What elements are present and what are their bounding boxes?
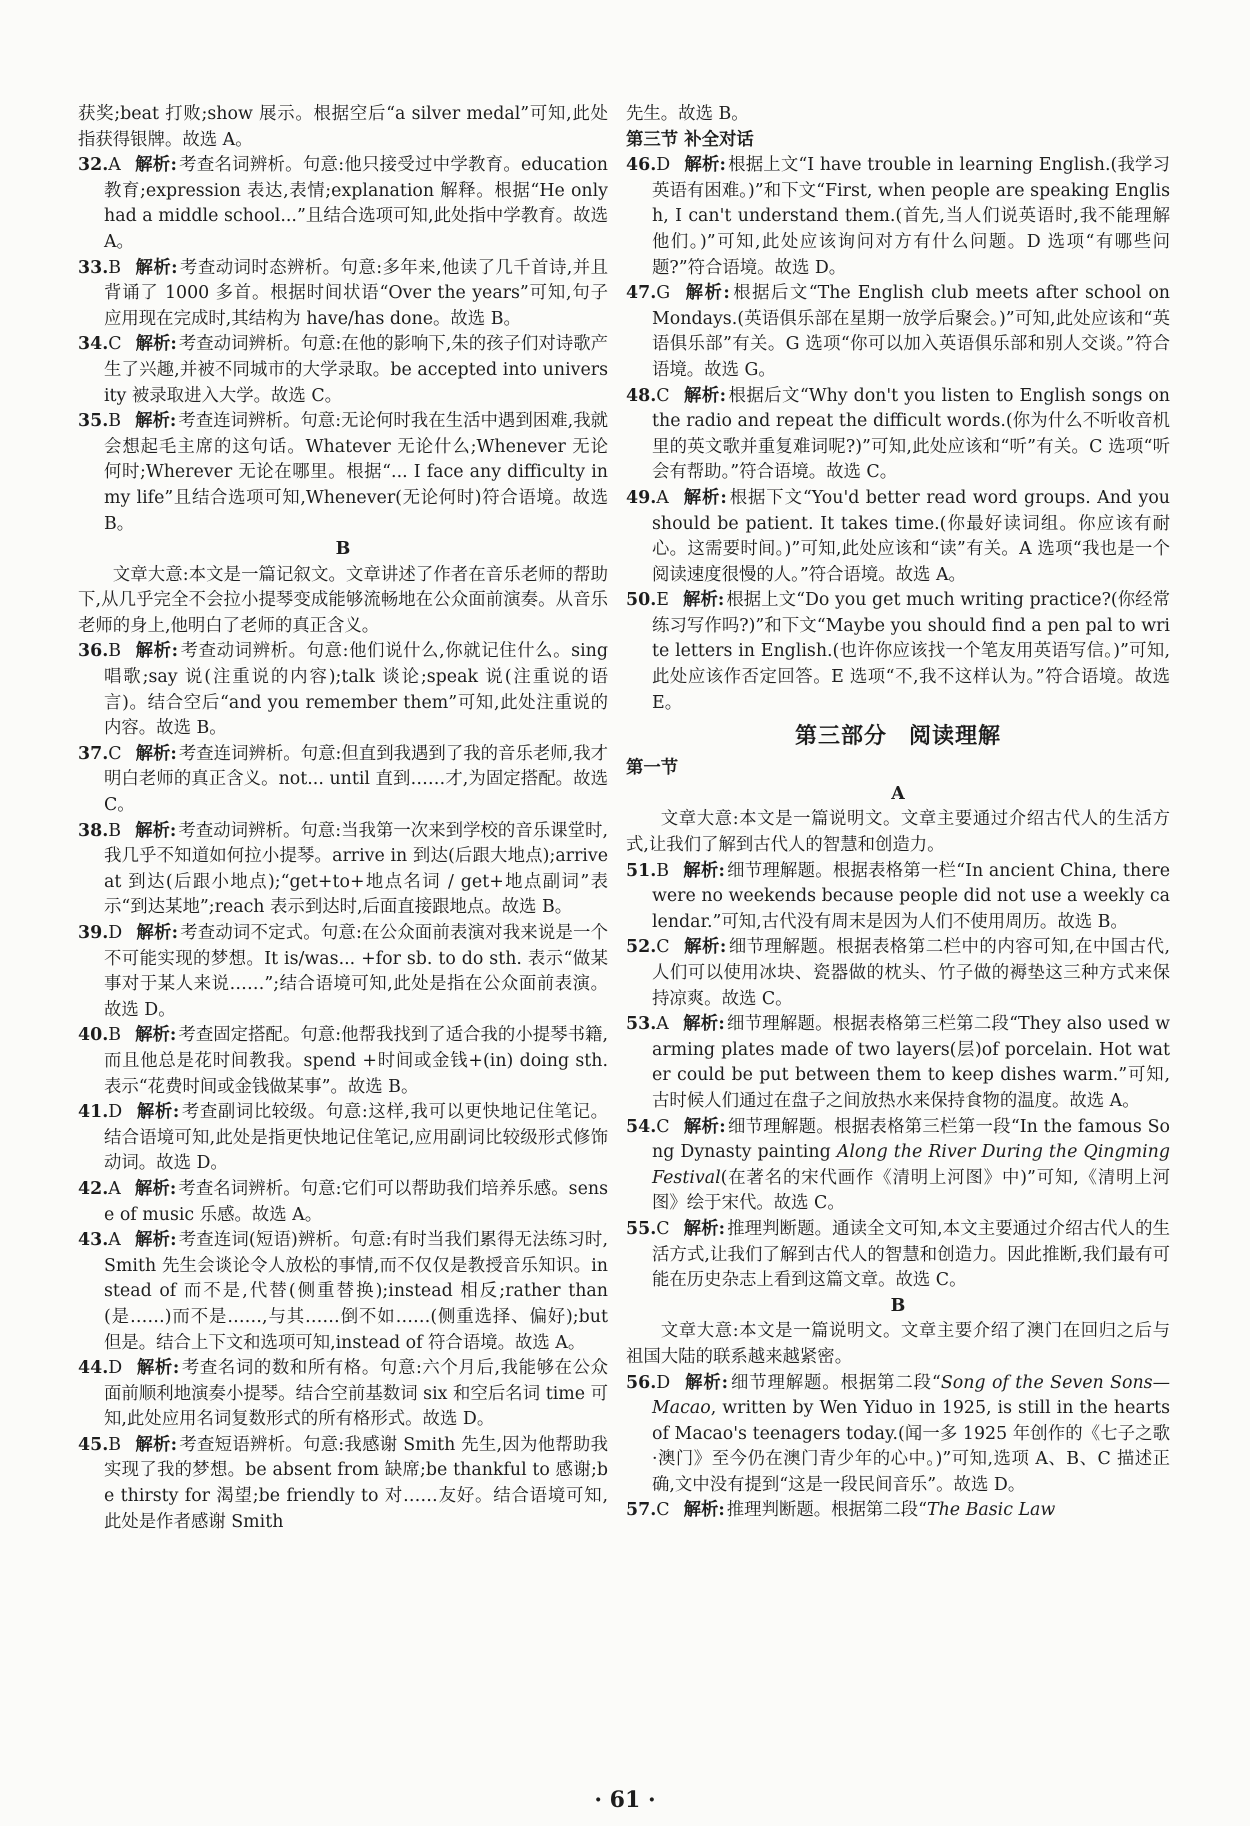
explanation-text: 考查短语辨析。句意:我感谢 Smith 先生,因为他帮助我实现了我的梦想。be absent from 缺席;be thankful to 感谢;be thirsty for 渴望;be friendly to 对……友好。结合语境可知,此处是作者感谢 Smith	[104, 1434, 608, 1532]
answer-letter: A	[656, 1014, 669, 1035]
answer-item	[626, 281, 1170, 383]
question-number: 44.	[78, 1358, 109, 1379]
analysis-label: 解析:	[682, 487, 727, 508]
explanation-text: 考查动词辨析。句意:他们说什么,你就记住什么。sing 唱歌;say 说(注重说的内容);talk 谈论;speak 说(注重说的语言)。结合空后“and you remember them”可知,此处注重说的内容。故选 B。	[104, 641, 608, 739]
analysis-label: 解析:	[135, 743, 177, 764]
answer-item	[626, 384, 1170, 486]
explanation-text: 考查名词辨析。句意:它们可以帮助我们培养乐感。sense of music 乐感。故选 A。	[104, 1178, 609, 1225]
analysis-label: 解析:	[682, 1014, 725, 1035]
section-heading: 第一节	[626, 758, 679, 779]
analysis-label: 解析:	[135, 1434, 178, 1455]
explanation-text: 考查动词不定式。句意:在公众面前表演对我来说是一个不可能实现的梦想。It is/was... +for sb. to do sth. 表示“做某事对于某人来说……”;结合语境可知,此处是指在公众面前表演。故选 D。	[104, 923, 608, 1020]
answer-item	[78, 1228, 608, 1356]
answer-item	[626, 1217, 1170, 1294]
analysis-label: 解析:	[683, 1218, 726, 1239]
question-number: 39.	[78, 923, 109, 943]
answer-letter: C	[656, 1218, 670, 1239]
analysis-label: 解析:	[682, 590, 725, 611]
explanation-text: 根据后文“The English club meets after school on Mondays.(英语俱乐部在星期一放学后聚会。)”可知,此处应该和“英语俱乐部”有关。G 选项“你可以加入英语俱乐部和别人交谈。”符合语境。故选 G。	[652, 283, 1171, 380]
explanation-text: 考查固定搭配。句意:他帮我找到了适合我的小提琴书籍,而且他总是花时间教我。spend +时间或金钱+(in) doing sth. 表示“花费时间或金钱做某事”。故选 B。	[104, 1025, 609, 1097]
answer-item	[626, 153, 1170, 281]
answer-letter: C	[656, 1500, 670, 1521]
analysis-label: 解析:	[134, 1230, 177, 1251]
answer-item	[78, 1177, 608, 1228]
analysis-label: 解析:	[135, 334, 177, 355]
answer-item	[626, 935, 1170, 1012]
question-number: 48.	[626, 385, 657, 406]
answer-item	[78, 639, 608, 741]
answer-letter: D	[656, 155, 671, 176]
explanation-text: 推理判断题。根据第二段“	[726, 1500, 927, 1521]
answer-letter: G	[656, 283, 671, 304]
explanation-text: 细节理解题。根据表格第二栏中的内容可知,在中国古代,人们可以使用冰块、瓷器做的枕头、竹子做的褥垫这三种方式来保持凉爽。故选 C。	[652, 937, 1170, 1009]
explanation-text: 根据下文“You'd better read word groups. And you should be patient. It takes time.(你最好读词组。你应该有耐心。这需要时间。)”可知,此处应该和“读”有关。A 选项“我也是一个阅读速度很慢的人。”符合语境。故选 A。	[652, 487, 1170, 585]
question-number: 43.	[78, 1230, 109, 1251]
question-number: 33.	[78, 257, 109, 278]
question-number: 38.	[78, 820, 109, 841]
answer-letter: B	[108, 820, 122, 841]
explanation-text: 根据上文“I have trouble in learning English.(我学习英语有困难。)”和下文“First, when people are speaking English, I can't understand them.(首先,当人们说英语时,我不能理解他们。)”可知,此处应该询问对方有什么问题。D 选项“有哪些问题?”符合语境。故选 D。	[652, 155, 1170, 278]
italic-title: Song of the Seven Sons—Macao	[652, 1372, 1170, 1419]
explanation-text: 考查连词辨析。句意:但直到我遇到了我的音乐老师,我才明白老师的真正含义。not... until 直到……才,为固定搭配。故选 C。	[104, 743, 608, 816]
italic-title: The Basic Law	[926, 1500, 1056, 1521]
answer-item	[78, 1100, 608, 1177]
page-number: · 61 ·	[594, 1787, 656, 1813]
analysis-label: 解析:	[136, 923, 178, 943]
explanation-text: 考查连词(短语)辨析。句意:有时当我们累得无法练习时,Smith 先生会谈论令人放松的事情,而不仅仅是教授音乐知识。instead of 而不是,代替(侧重替换);instead 相反;rather than(是……)而不是……,与其……倒不如……(侧重选择、偏好);but 但是。结合上下文和选项可知,instead of 符合语境。故选 A。	[104, 1230, 608, 1353]
explanation-text: 考查动词时态辨析。句意:多年来,他读了几千首诗,并且背诵了 1000 多首。根据时间状语“Over the years”可知,句子应用现在完成时,其结构为 have/has done。故选 B。	[104, 257, 608, 329]
analysis-label: 解析:	[683, 385, 727, 406]
answer-item	[78, 1433, 608, 1535]
question-number: 32.	[78, 155, 109, 176]
analysis-label: 解析:	[135, 257, 178, 278]
answer-item	[626, 588, 1170, 716]
answer-item	[626, 1115, 1170, 1217]
answer-item	[626, 1371, 1170, 1499]
answer-letter: C	[656, 937, 670, 958]
question-number: 50.	[626, 590, 657, 611]
question-number: 45.	[78, 1434, 109, 1455]
right-column	[626, 102, 1170, 1524]
question-number: 37.	[78, 743, 109, 764]
passage-summary: 文章大意:本文是一篇记叙文。文章讲述了作者在音乐老师的帮助下,从几乎完全不会拉小提琴变成能够流畅地在公众面前演奏。从音乐老师的身上,他明白了老师的真正含义。	[78, 564, 608, 636]
answer-item	[78, 921, 608, 1023]
question-number: 34.	[78, 334, 109, 355]
question-number: 53.	[626, 1014, 657, 1035]
part-heading	[626, 720, 1170, 752]
analysis-label: 解析:	[684, 1372, 729, 1393]
question-number: 47.	[626, 283, 657, 304]
analysis-label: 解析:	[135, 820, 177, 841]
left-column	[78, 102, 608, 1535]
part-number: 第三部分	[794, 723, 887, 750]
answer-letter: E	[656, 590, 669, 611]
answer-letter: C	[656, 385, 670, 406]
answer-letter: C	[108, 743, 122, 764]
answer-letter: D	[108, 1102, 123, 1123]
answer-letter: B	[108, 257, 122, 278]
passage-letter-heading: B	[890, 1295, 906, 1316]
answer-letter: A	[108, 1178, 121, 1199]
passage-letter-heading: B	[335, 539, 351, 560]
analysis-label: 解析:	[135, 411, 177, 432]
question-number: 51.	[626, 860, 657, 881]
answer-letter: D	[108, 923, 123, 943]
answer-letter: B	[656, 860, 670, 881]
passage-summary: 文章大意:本文是一篇说明文。文章主要介绍了澳门在回归之后与祖国大陆的联系越来越紧密。	[626, 1321, 1170, 1367]
answer-letter: D	[656, 1372, 671, 1393]
answer-item	[78, 819, 608, 921]
analysis-label: 解析:	[683, 1116, 726, 1137]
explanation-text: 细节理解题。根据表格第三栏第二段“They also used warming plates made of two layers(层)of porcelain. Hot water could be put between them to keep dishes warm.”可知,古时候人们通过在盘子之间放热水来保持食物的温度。故选 A。	[652, 1014, 1171, 1111]
explanation-text: 考查动词辨析。句意:在他的影响下,朱的孩子们对诗歌产生了兴趣,并被不同城市的大学录取。be accepted into university 被录取进入大学。故选 C。	[104, 334, 608, 406]
explanation-text: 考查名词的数和所有格。句意:六个月后,我能够在公众面前顺利地演奏小提琴。结合空前基数词 six 和空后名词 time 可知,此处应用名词复数形式的所有格形式。故选 D。	[104, 1358, 608, 1430]
explanation-text: 细节理解题。根据表格第一栏“In ancient China, there were no weekends because people did not use a weekly calendar.”可知,古代没有周末是因为人们不使用周历。故选 B。	[652, 860, 1171, 932]
analysis-label: 解析:	[683, 937, 727, 958]
explanation-text: 推理判断题。通读全文可知,本文主要通过介绍古代人的生活方式,让我们了解到古代人的智慧和创造力。因此推断,我们最有可能在历史杂志上看到这篇文章。故选 C。	[652, 1218, 1171, 1291]
part-title: 阅读理解	[909, 723, 1002, 750]
analysis-label: 解析:	[136, 1358, 180, 1379]
analysis-label: 解析:	[684, 155, 726, 176]
answer-item	[78, 1023, 608, 1100]
question-number: 52.	[626, 937, 657, 958]
question-number: 54.	[626, 1116, 657, 1137]
question-number: 55.	[626, 1218, 657, 1239]
analysis-label: 解析:	[683, 1500, 725, 1521]
explanation-text: 考查副词比较级。句意:这样,我可以更快地记住笔记。结合语境可知,此处是指更快地记住笔记,应用副词比较级形式修饰动词。故选 D。	[104, 1102, 608, 1174]
answer-item	[626, 1498, 1170, 1524]
explanation-text: 根据后文“Why don't you listen to English songs on the radio and repeat the difficult words.(你为什么不听收音机里的英文歌并重复难词呢?)”可知,此处应该和“听”有关。C 选项“听会有帮助。”符合语境。故选 C。	[652, 385, 1171, 483]
explanation-text: 根据上文“Do you get much writing practice?(你经常练习写作吗?)”和下文“Maybe you should find a pen pal to write letters in English.(也许你应该找一个笔友用英语写信。)”可知,此处应该作否定回答。E 选项“不,我不这样认为。”符合语境。故选 E。	[652, 590, 1171, 713]
explanation-text: 考查连词辨析。句意:无论何时我在生活中遇到困难,我就会想起毛主席的这句话。Whatever 无论什么;Whenever 无论何时;Wherever 无论在哪里。根据“... I face any difficulty in my life”且结合选项可知,Whenever(无论何时)符合语境。故选 B。	[104, 411, 609, 534]
explanation-text: 细节理解题。根据表格第三栏第一段“In the famous Song Dynasty painting	[652, 1116, 1170, 1163]
answer-item	[78, 409, 608, 537]
answer-item	[626, 859, 1170, 936]
answer-letter: C	[656, 1116, 670, 1137]
continued-text: 获奖;beat 打败;show 展示。根据空后“a silver medal”可知,此处指获得银牌。故选 A。	[78, 104, 608, 150]
question-number: 57.	[626, 1500, 657, 1521]
analysis-label: 解析:	[134, 1178, 177, 1199]
answer-item	[78, 742, 608, 819]
analysis-label: 解析:	[136, 1102, 180, 1123]
explanation-text: 考查名词辨析。句意:他只接受过中学教育。education 教育;expression 表达,表情;explanation 解释。根据“He only had a middle school...”且结合选项可知,此处指中学教育。故选 A。	[104, 155, 608, 252]
answer-letter: C	[108, 334, 122, 355]
section-heading: 第三节 补全对话	[626, 129, 754, 150]
passage-summary: 文章大意:本文是一篇说明文。文章主要通过介绍古代人的生活方式,让我们了解到古代人的智慧和创造力。	[626, 809, 1170, 856]
explanation-text-cont: (在著名的宋代画作《清明上河图》中)”可知,《清明上河图》绘于宋代。故选 C。	[652, 1167, 1170, 1214]
answer-letter: B	[108, 1434, 122, 1455]
answer-item	[78, 153, 608, 255]
answer-item	[626, 486, 1170, 588]
answer-letter: B	[108, 411, 122, 432]
explanation-text: 考查动词辨析。句意:当我第一次来到学校的音乐课堂时,我几乎不知道如何拉小提琴。arrive in 到达(后跟大地点);arrive at 到达(后跟小地点);“get+to+地点名词 / get+地点副词”表示“到达某地”;reach 表示到达时,后面直接跟地点。故选 B。	[104, 820, 609, 918]
answer-letter: A	[656, 487, 669, 508]
analysis-label: 解析:	[684, 283, 730, 304]
question-number: 35.	[78, 411, 109, 432]
answer-letter: D	[108, 1358, 123, 1379]
answer-item	[78, 332, 608, 409]
question-number: 40.	[78, 1025, 109, 1046]
explanation-text: 细节理解题。根据第二段“	[730, 1372, 941, 1393]
answer-item	[78, 1356, 608, 1433]
answer-item	[626, 1012, 1170, 1114]
explanation-text-cont: , written by Wen Yiduo in 1925, is still in the hearts of Macao's teenagers today.(闻一多 1925 年创作的《七子之歌·澳门》至今仍在澳门青少年的心中。)”可知,选项 A、B、C 描述正确,文中没有提到“这是一段民间音乐”。故选 D。	[652, 1398, 1170, 1495]
continued-text: 先生。故选 B。	[626, 104, 749, 124]
analysis-label: 解析:	[135, 1025, 177, 1046]
question-number: 41.	[78, 1102, 109, 1123]
analysis-label: 解析:	[135, 641, 179, 662]
question-number: 46.	[626, 155, 657, 176]
answer-letter: A	[108, 1230, 121, 1251]
question-number: 56.	[626, 1372, 657, 1393]
question-number: 42.	[78, 1178, 109, 1199]
answer-letter: B	[108, 1025, 122, 1046]
answer-letter: A	[108, 155, 121, 176]
question-number: 36.	[78, 641, 109, 662]
analysis-label: 解析:	[134, 155, 177, 176]
passage-letter-heading: A	[891, 783, 905, 804]
answer-item	[78, 256, 608, 333]
analysis-label: 解析:	[683, 860, 725, 881]
answer-letter: B	[108, 641, 122, 662]
question-number: 49.	[626, 487, 657, 508]
italic-title: Along the River During the Qingming Festival	[652, 1142, 1171, 1188]
